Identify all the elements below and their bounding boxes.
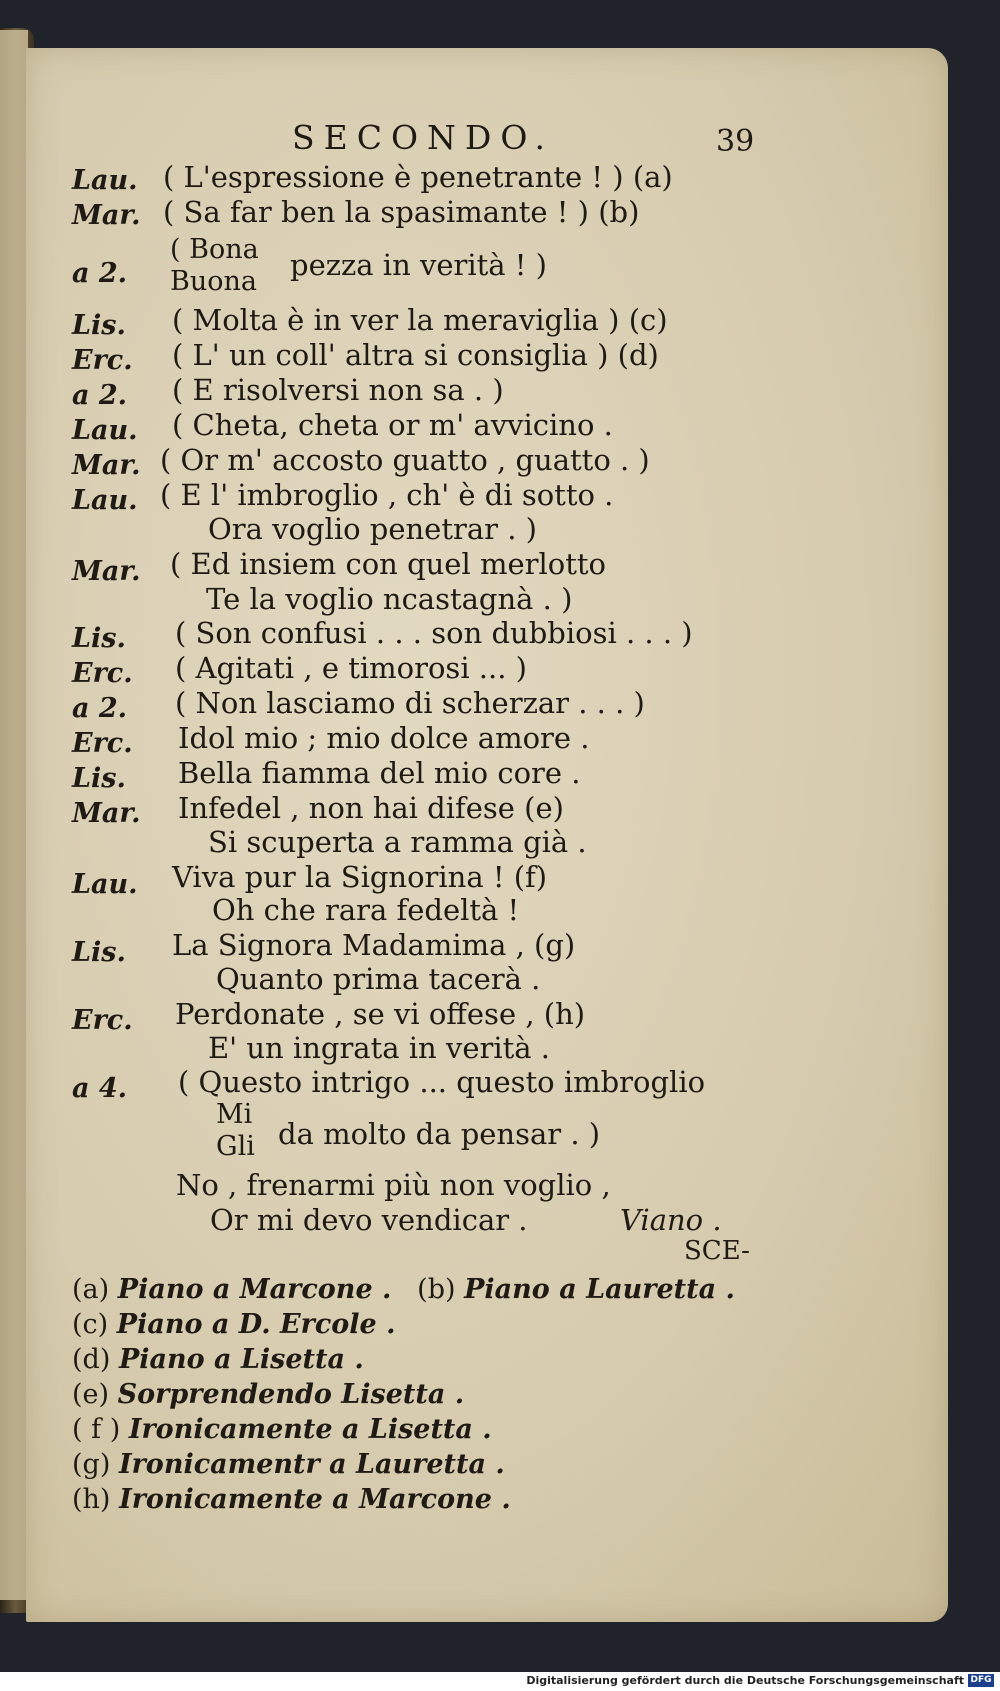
verse-line: Or mi devo vendicar . <box>210 1203 528 1237</box>
verse-line: Oh che rara fedeltà ! <box>212 893 520 927</box>
speaker: Lis. <box>72 310 126 341</box>
footnote <box>72 1309 396 1340</box>
verse-line: ( Sa far ben la spasimante ! ) (b) <box>163 195 640 229</box>
footnote <box>72 1414 492 1445</box>
speaker: Erc. <box>72 728 133 759</box>
footnote-mark: (c) <box>72 1309 109 1340</box>
footnote-text: Piano a D. Ercole . <box>116 1309 396 1340</box>
page-number: 39 <box>716 124 755 159</box>
verse-line: ( Or m' accosto guatto , guatto . ) <box>160 443 650 477</box>
footnote <box>72 1449 505 1480</box>
variant-word: ( Bona <box>170 234 259 265</box>
verse-line: Idol mio ; mio dolce amore . <box>178 721 590 755</box>
speaker: Mar. <box>72 798 141 829</box>
speaker: a 2. <box>72 258 128 289</box>
speaker: Erc. <box>72 345 133 376</box>
variant-stack <box>216 1099 255 1163</box>
footer-credit: Digitalisierung gefördert durch die Deutsche Forschungsgemeinschaft <box>526 1674 964 1687</box>
footnote-text: Piano a Lisetta . <box>118 1344 364 1375</box>
verse-line: ( Agitati , e timorosi ... ) <box>175 651 527 685</box>
footnote-mark: (h) <box>72 1484 111 1515</box>
verse-line: ( Non lasciamo di scherzar . . . ) <box>175 686 645 720</box>
footnote-text: Sorprendendo Lisetta . <box>117 1379 465 1410</box>
footnote-text: Ironicamente a Lisetta . <box>128 1414 492 1445</box>
footnote-mark: (a) <box>72 1274 110 1305</box>
verse-line: da molto da pensar . ) <box>278 1117 601 1151</box>
footnote <box>72 1484 511 1515</box>
verse-line: ( Molta è in ver la meraviglia ) (c) <box>172 303 668 337</box>
speaker: Lis. <box>72 623 126 654</box>
footnote-mark: (b) <box>417 1274 456 1305</box>
variant-word: Gli <box>216 1131 255 1162</box>
verse-line: La Signora Madamima , (g) <box>172 928 576 962</box>
verse-line: Infedel , non hai difese (e) <box>178 791 564 825</box>
footnote <box>72 1274 735 1305</box>
footnote <box>72 1379 464 1410</box>
verse-line: ( L' un coll' altra si consiglia ) (d) <box>172 338 659 372</box>
verse-line: ( Ed insiem con quel merlotto <box>170 547 606 581</box>
facing-page-edge <box>0 30 28 1600</box>
verse-line: Bella fiamma del mio core . <box>178 756 581 790</box>
catchword: SCE- <box>684 1236 750 1266</box>
verse-line: E' un ingrata in verità . <box>208 1031 550 1065</box>
footnote-text: Ironicamentr a Lauretta . <box>118 1449 505 1480</box>
footnote-text: Piano a Lauretta . <box>464 1274 735 1305</box>
footnote-mark: ( f ) <box>72 1414 121 1445</box>
footnote-mark: (e) <box>72 1379 110 1410</box>
verse-line: ( E risolversi non sa . ) <box>172 373 504 407</box>
variant-stack <box>170 234 259 298</box>
verse-line: Si scuperta a ramma già . <box>208 825 587 859</box>
speaker: a 2. <box>72 693 128 724</box>
footnote-mark: (d) <box>72 1344 111 1375</box>
verse-line: Quanto prima tacerà . <box>216 962 541 996</box>
speaker: Mar. <box>72 450 141 481</box>
verse-line: pezza in verità ! ) <box>290 248 547 282</box>
verse-line: ( Questo intrigo ... questo imbroglio <box>178 1065 706 1099</box>
page-header: SECONDO. <box>292 118 554 157</box>
verse-line: Te la voglio ncastagnà . ) <box>206 582 573 616</box>
speaker: Erc. <box>72 658 133 689</box>
speaker: Mar. <box>72 556 141 587</box>
speaker: Mar. <box>72 200 141 231</box>
footnote <box>72 1344 364 1375</box>
speaker: Lis. <box>72 763 126 794</box>
footnote-text: Ironicamente a Marcone . <box>119 1484 511 1515</box>
verse-line: ( Cheta, cheta or m' avvicino . <box>172 408 613 442</box>
verse-line: Ora voglio penetrar . ) <box>208 512 537 546</box>
footnote-mark: (g) <box>72 1449 111 1480</box>
variant-word: Buona <box>170 266 257 297</box>
speaker: Erc. <box>72 1005 133 1036</box>
dfg-logo: DFG <box>968 1674 994 1687</box>
speaker: Lau. <box>72 165 138 196</box>
speaker: a 4. <box>72 1073 128 1104</box>
verse-line: ( L'espressione è penetrante ! ) (a) <box>163 160 673 194</box>
verse-line: No , frenarmi più non voglio , <box>176 1168 611 1202</box>
verse-line: ( E l' imbroglio , ch' è di sotto . <box>160 478 614 512</box>
verse-line: Perdonate , se vi offese , (h) <box>175 997 586 1031</box>
speaker: Lau. <box>72 869 138 900</box>
speaker: Lau. <box>72 415 138 446</box>
stage-direction: Viano . <box>620 1203 722 1237</box>
speaker: a 2. <box>72 380 128 411</box>
variant-word: Mi <box>216 1099 253 1130</box>
speaker: Lau. <box>72 485 138 516</box>
footnote-text: Piano a Marcone . <box>117 1274 392 1305</box>
verse-line: ( Son confusi . . . son dubbiosi . . . ) <box>175 616 693 650</box>
speaker: Lis. <box>72 937 126 968</box>
verse-line: Viva pur la Signorina ! (f) <box>172 860 548 894</box>
